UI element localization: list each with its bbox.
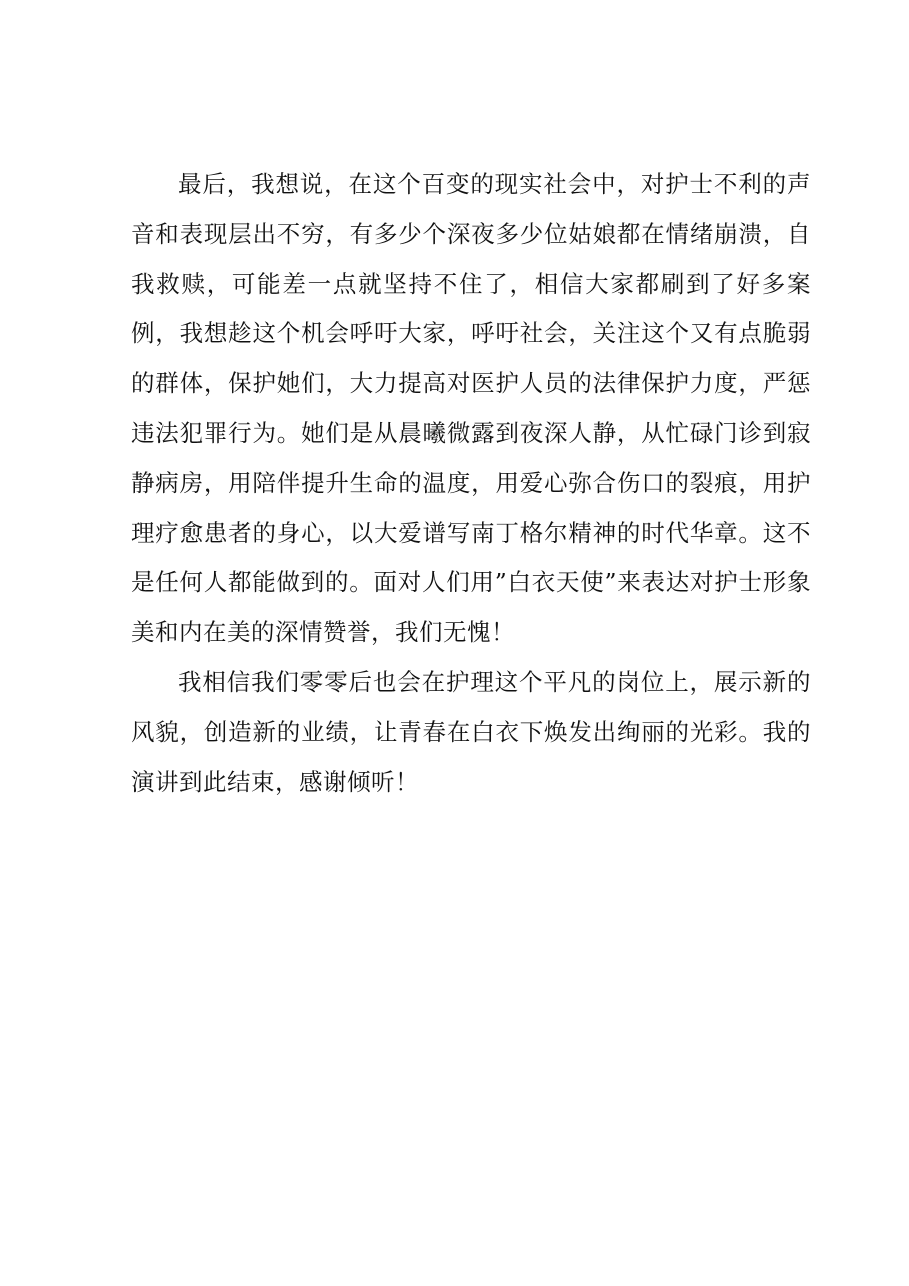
paragraph-conclusion: 我相信我们零零后也会在护理这个平凡的岗位上，展示新的风貌，创造新的业绩，让青春在白衣下焕发出绚丽的光彩。我的演讲到此结束，感谢倾听！ [131, 667, 811, 796]
paragraph-closing-appeal: 最后，我想说，在这个百变的现实社会中，对护士不利的声音和表现层出不穷，有多少个深夜多少位姑娘都在情绪崩溃，自我救赎，可能差一点就坚持不住了，相信大家都刷到了好多案例，我想趁这个机会呼吁大家，呼吁社会，关注这个又有点脆弱的群体，保护她们，大力提高对医护人员的法律保护力度，严惩违法犯罪行为。她们是从晨曦微露到夜深人静，从忙碌门诊到寂静病房，用陪伴提升生命的温度，用爱心弥合伤口的裂痕，用护理疗愈患者的身心，以大爱谱写南丁格尔精神的时代华章。这不是任何人都能做到的。面对人们用”白衣天使”来表达对护士形象美和内在美的深情赞誉，我们无愧！ [131, 170, 811, 647]
speech-body [131, 160, 811, 807]
